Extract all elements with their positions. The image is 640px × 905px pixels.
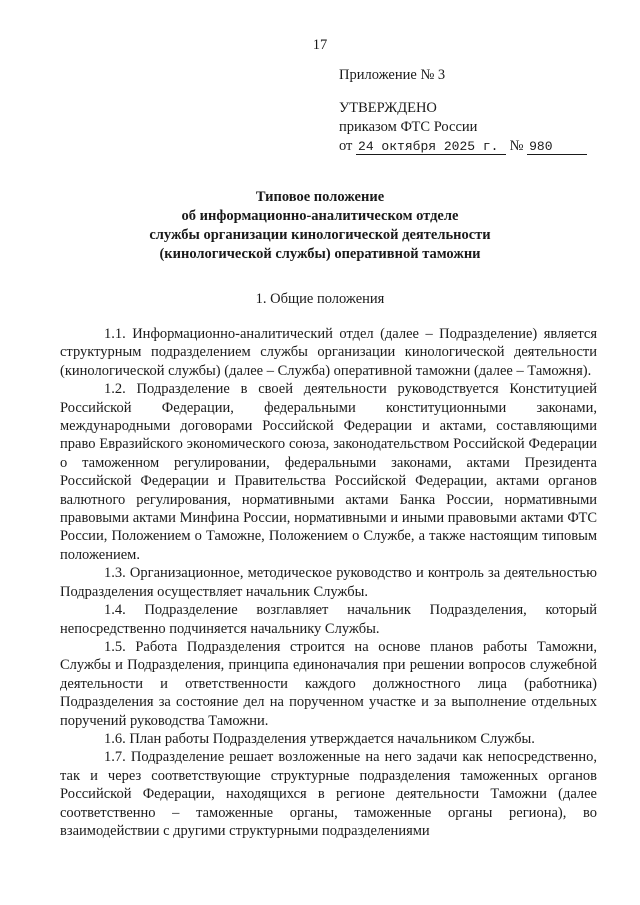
title-line: (кинологической службы) оперативной таможни bbox=[159, 246, 481, 262]
title-line: службы организации кинологической деятельности bbox=[149, 227, 491, 243]
order-date-prefix: от bbox=[339, 138, 353, 154]
approved-stamp-text: УТВЕРЖДЕНО bbox=[339, 100, 437, 116]
paragraph-1-2: 1.2. Подразделение в своей деятельности руководствуется Конституцией Российской Федерации, федеральными конституционными законами, международными договорами Российской Федерации и актами, составляющими право Евразийского экономического союза, законодательством Российской Федерации о таможенном регулировании, федеральными законами, актами Президента Российской Федерации и Правительства Российской Федерации, актами органов валютного регулирования, нормативными актами Банка России, нормативными правовыми актами Минфина России, нормативными и иными правовыми актами ФТС России, Положением о Таможне, Положением о Службе, а также настоящим типовым положением. bbox=[60, 381, 597, 563]
appendix-label: Приложение № 3 bbox=[339, 67, 446, 83]
title-line: об информационно-аналитическом отделе bbox=[181, 208, 459, 224]
paragraph-1-3: 1.3. Организационное, методическое руководство и контроль за деятельностью Подразделения осуществляет начальник Службы. bbox=[60, 565, 597, 600]
order-date: 24 октября 2025 г. bbox=[356, 140, 506, 155]
document-title bbox=[0, 188, 640, 264]
order-reference bbox=[339, 137, 587, 156]
section-heading: 1. Общие положения bbox=[255, 291, 385, 307]
order-issuer: приказом ФТС России bbox=[339, 119, 478, 135]
paragraph-1-6: 1.6. План работы Подразделения утверждается начальником Службы. bbox=[104, 730, 535, 747]
title-line: Типовое положение bbox=[255, 189, 385, 205]
paragraph-1-1: 1.1. Информационно-аналитический отдел (далее – Подразделение) является структурным подразделением службы организации кинологической деятельности (кинологической службы) (далее – Служба) оперативной таможни (далее – Таможня). bbox=[60, 326, 597, 379]
approval-block bbox=[339, 66, 587, 156]
paragraph-1-5: 1.5. Работа Подразделения строится на основе планов работы Таможни, Службы и Подразделения, принципа единоначалия при решении вопросов служебной деятельности и ответственности каждого должностного лица (работника) Подразделения за состояние дел на порученном участке и за выполнение отдельных поручений руководства Таможни. bbox=[60, 638, 597, 729]
paragraph-1-7: 1.7. Подразделение решает возложенные на него задачи как непосредственно, так и через соответствующие структурные подразделения таможенных органов Российской Федерации, находящихся в регионе деятельности Таможни (далее соответственно – таможенные органы, таможенные органы региона), во взаимодействии с другими структурными подразделениями bbox=[60, 749, 597, 839]
page-number: 17 bbox=[312, 37, 328, 53]
paragraph-1-4: 1.4. Подразделение возглавляет начальник Подразделения, который непосредственно подчиняется начальнику Службы. bbox=[60, 602, 597, 637]
order-number-prefix: № bbox=[509, 138, 524, 154]
order-number: 980 bbox=[527, 140, 587, 155]
document-body bbox=[60, 325, 597, 840]
